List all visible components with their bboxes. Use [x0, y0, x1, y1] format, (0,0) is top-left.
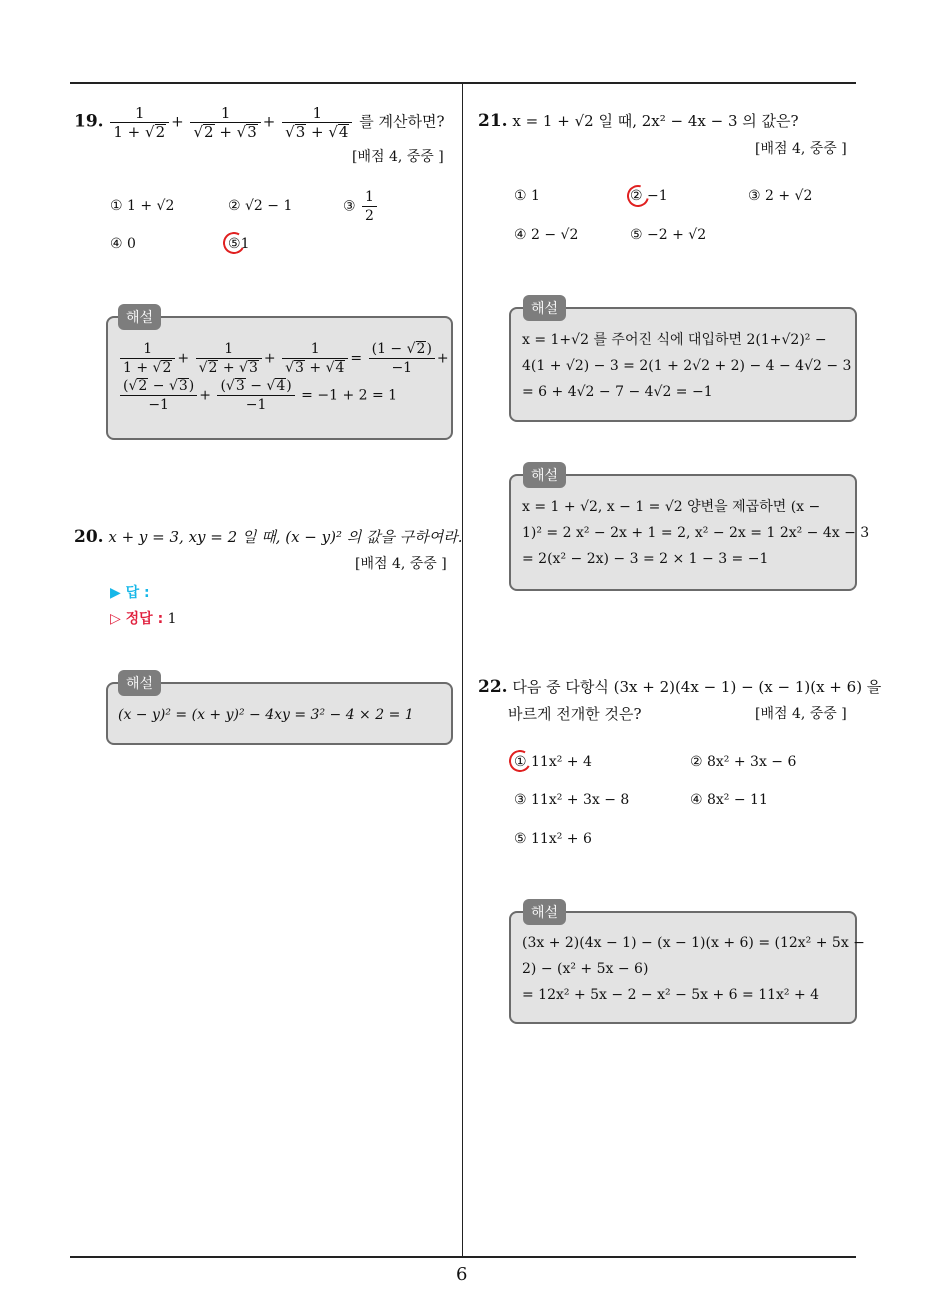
option-5[interactable]: ⑤ 11x² + 6	[514, 831, 592, 847]
correct-answer	[110, 608, 177, 628]
fraction-half: $\frac{1}{2}$	[362, 188, 377, 225]
option-5[interactable]	[228, 236, 249, 252]
explanation-text: $\frac{1}{1 + √2}$ + $\frac{1}{√2 + √3}$ + $\frac{1}{√3 + √4}$ = $\frac{(1 - √2)}{-1}$ + $\frac{(√2 - √3)}{-1}$ + $\frac{(√3 - √4)}{-1}$ = −1 + 2 = 1	[118, 340, 449, 414]
explanation-tag: 해설	[523, 295, 566, 321]
fraction-term: $\frac{1}{√3 + √4}$	[282, 104, 352, 141]
option-4[interactable]: ④ 0	[110, 236, 136, 252]
page-number: 6	[456, 1264, 468, 1285]
question-20	[74, 526, 462, 547]
explanation-tag: 해설	[523, 899, 566, 925]
option-5[interactable]: ⑤ −2 + √2	[630, 227, 707, 243]
explanation-text: x = 1 + √2, x − 1 = √2 양변을 제곱하면 (x − 1)² = 2 x² − 2x + 1 = 2, x² − 2x = 1 2x² − 4x − 3 = 2(x² − 2x) − 3 = 2 × 1 − 3 = −1	[522, 499, 870, 567]
question-number: 20.	[74, 527, 104, 547]
question-number: 21.	[478, 111, 508, 131]
explanation-text: x = 1+√2 를 주어진 식에 대입하면 2(1+√2)² − 4(1 + √2) − 3 = 2(1 + 2√2 + 2) − 4 − 4√2 − 3 = 6 + 4√2 − 7 − 4√2 = −1	[522, 332, 852, 400]
correct-value: 1	[167, 611, 177, 627]
score-difficulty: [배점 4, 중중 ]	[755, 141, 847, 157]
fraction-term: $\frac{1}{1 + √2}$	[110, 104, 169, 141]
option-3[interactable]: ③ 11x² + 3x − 8	[514, 792, 630, 808]
option-4[interactable]: ④ 2 − √2	[514, 227, 579, 243]
selected-answer-mark: ②	[630, 188, 643, 204]
explanation-tag: 해설	[118, 304, 161, 330]
score-difficulty: [배점 4, 중중 ]	[355, 556, 447, 572]
option-2[interactable]: ② 8x² + 3x − 6	[690, 754, 797, 770]
option-2[interactable]	[630, 188, 668, 204]
option-2[interactable]: ② √2 − 1	[228, 198, 293, 214]
question-text: x + y = 3, xy = 2 일 때, (x − y)² 의 값을 구하여라.	[108, 528, 463, 546]
score-difficulty: [배점 4, 중중 ]	[352, 149, 444, 165]
explanation-tag: 해설	[118, 670, 161, 696]
selected-answer-mark: ⑤	[228, 236, 241, 252]
option-value: 11x² + 4	[531, 754, 592, 770]
option-value: −1	[647, 188, 668, 204]
top-rule	[70, 82, 856, 84]
option-1[interactable]: ① 1 + √2	[110, 198, 175, 214]
score-difficulty: [배점 4, 중중 ]	[755, 706, 847, 722]
bottom-rule	[70, 1256, 856, 1258]
fraction-term: $\frac{1}{√2 + √3}$	[190, 104, 260, 141]
explanation-text: (x − y)² = (x + y)² − 4xy = 3² − 4 × 2 = 1	[118, 707, 414, 723]
selected-answer-mark: ①	[514, 754, 527, 770]
option-3[interactable]: ③ 2 + √2	[748, 188, 813, 204]
question-text: 를 계산하면?	[359, 112, 445, 131]
option-marker: ③	[343, 198, 356, 215]
question-number: 22.	[478, 677, 508, 697]
option-1[interactable]	[514, 754, 592, 770]
question-19: 19. $\frac{1}{1 + √2}$ + $\frac{1}{√2 + √3}$ + $\frac{1}{√3 + √4}$ 를 계산하면?	[74, 104, 445, 141]
question-21	[478, 110, 799, 131]
option-value: 1	[240, 236, 250, 252]
column-divider	[462, 84, 463, 1258]
option-3[interactable]	[343, 188, 379, 225]
explanation-text: (3x + 2)(4x − 1) − (x − 1)(x + 6) = (12x² + 5x − 2) − (x² + 5x − 6) = 12x² + 5x − 2 − x² − 5x + 6 = 11x² + 4	[522, 935, 865, 1003]
option-4[interactable]: ④ 8x² − 11	[690, 792, 768, 808]
question-text-line2: 바르게 전개한 것은?	[508, 705, 642, 723]
correct-label: ▷ 정답 :	[110, 611, 164, 627]
option-1[interactable]: ① 1	[514, 188, 540, 204]
answer-label: ▶ 답 :	[110, 585, 150, 601]
question-text: 다음 중 다항식 (3x + 2)(4x − 1) − (x − 1)(x + 6) 을	[512, 678, 882, 696]
question-number: 19.	[74, 111, 104, 132]
question-22	[478, 676, 881, 697]
explanation-tag: 해설	[523, 462, 566, 488]
question-text: x = 1 + √2 일 때, 2x² − 4x − 3 의 값은?	[512, 112, 799, 130]
